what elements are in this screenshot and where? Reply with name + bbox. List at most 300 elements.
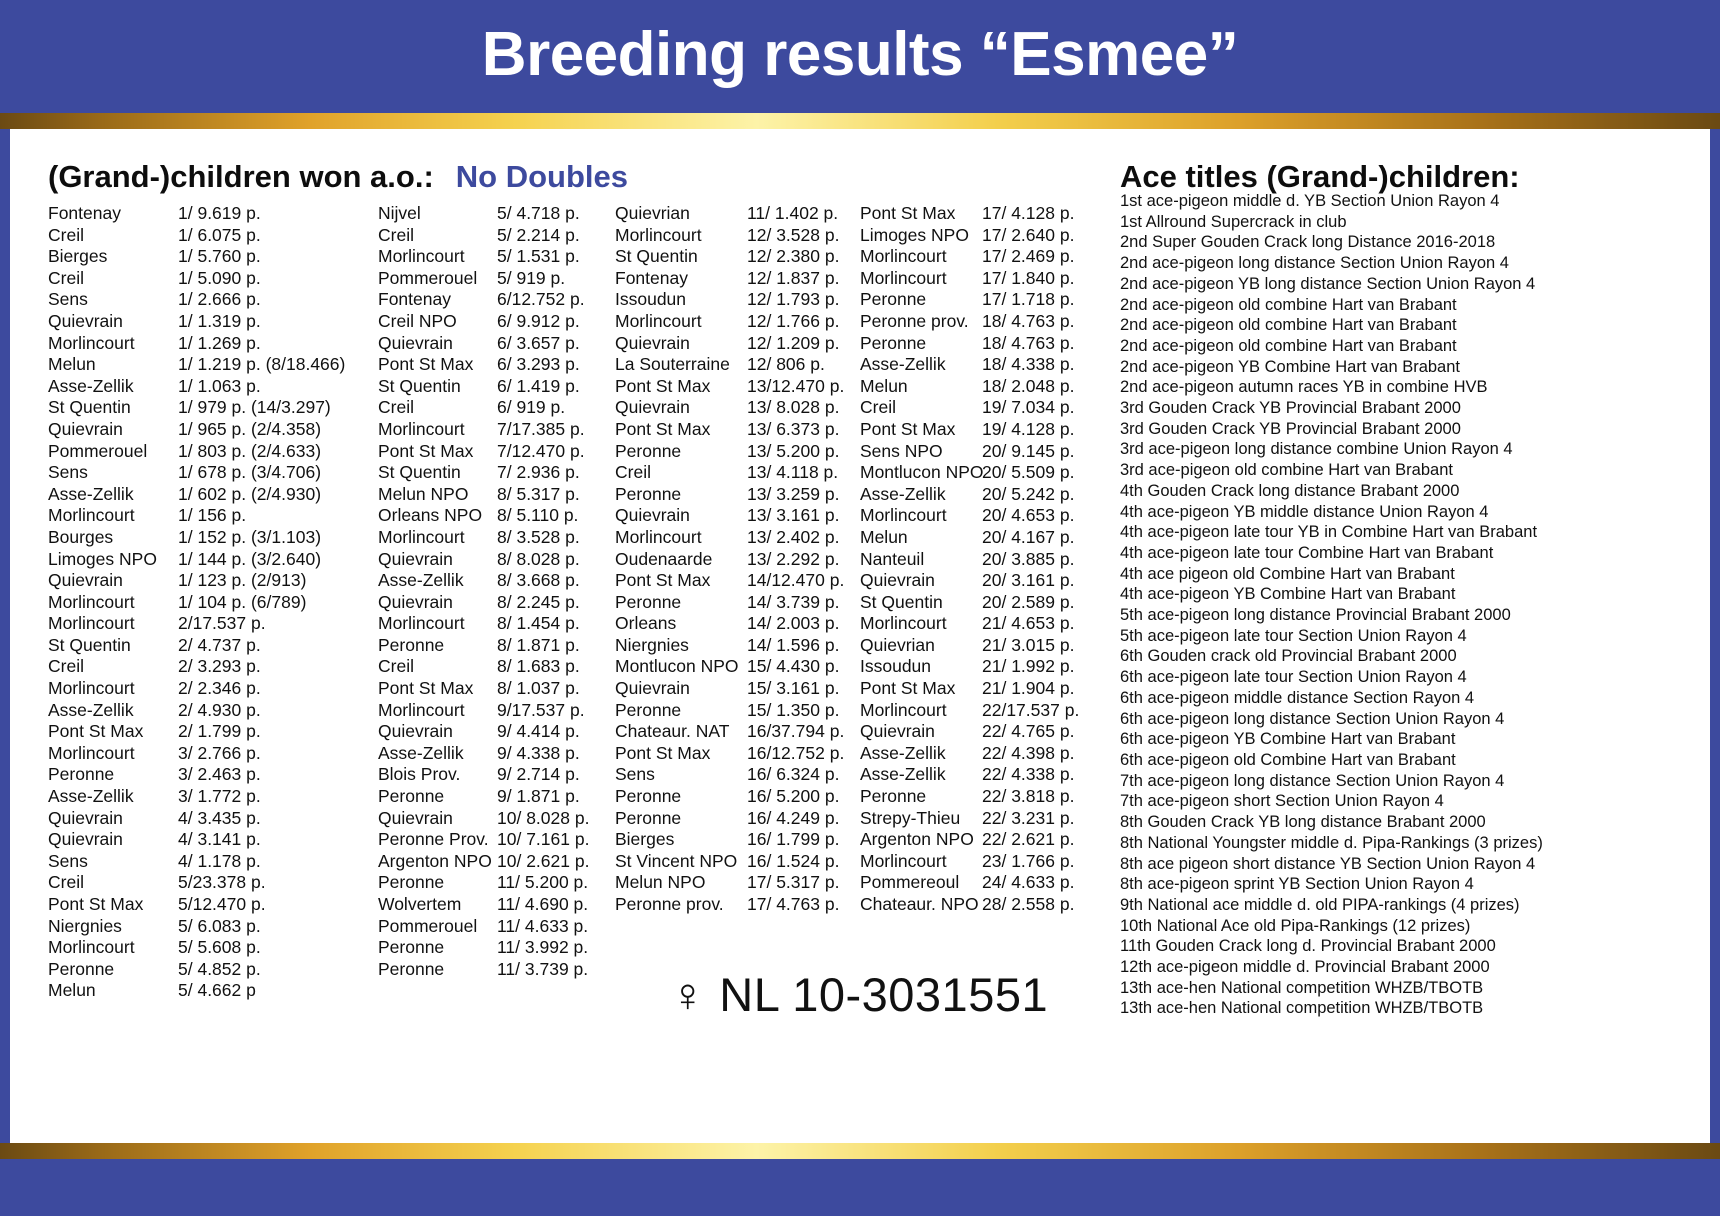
ace-title-item: 6th ace-pigeon middle distance Section Rayon 4	[1120, 688, 1475, 707]
result-race-name: Niergnies	[615, 634, 689, 655]
result-race-name: Peronne prov.	[860, 310, 969, 331]
result-race-name: Peronne	[615, 440, 682, 461]
result-row	[615, 333, 860, 355]
result-race-name: Strepy-Thieu	[860, 807, 961, 828]
result-position-value: 9/17.537 p.	[497, 699, 585, 720]
result-row	[378, 635, 615, 657]
result-race-name: Morlincourt	[48, 505, 135, 526]
ace-titles-heading: Ace titles (Grand-)children:	[1120, 159, 1520, 194]
ace-title-item: 6th ace-pigeon long distance Section Union Rayon 4	[1120, 709, 1505, 728]
ace-title-item: 7th ace-pigeon short Section Union Rayon 4	[1120, 792, 1444, 811]
result-row	[378, 721, 615, 743]
result-row	[860, 786, 1100, 808]
result-row	[860, 311, 1100, 333]
result-row	[378, 419, 615, 441]
result-race-name: Issoudun	[860, 656, 932, 677]
result-row	[860, 419, 1100, 441]
result-race-name: Morlincourt	[860, 267, 947, 288]
result-row	[860, 700, 1100, 722]
result-row	[615, 678, 860, 700]
result-race-name: Pont St Max	[860, 203, 956, 223]
result-row	[860, 527, 1100, 549]
ace-title-item: 6th ace-pigeon late tour Section Union Rayon 4	[1120, 668, 1467, 687]
result-row	[860, 656, 1100, 678]
result-position-value: 12/ 1.793 p.	[747, 289, 840, 310]
result-position-value: 1/ 979 p. (14/3.297)	[178, 397, 331, 418]
ace-title-item: 2nd ace-pigeon old combine Hart van Brabant	[1120, 336, 1457, 355]
result-row	[615, 721, 860, 743]
result-row	[615, 872, 860, 894]
result-position-value: 16/ 4.249 p.	[747, 807, 840, 828]
result-row	[378, 937, 615, 959]
result-position-value: 6/ 3.657 p.	[497, 332, 580, 353]
result-row	[615, 354, 860, 376]
result-race-name: Fontenay	[615, 267, 688, 288]
result-race-name: Melun NPO	[378, 483, 469, 504]
ace-title-item: 4th Gouden Crack long distance Brabant 2000	[1120, 481, 1460, 500]
result-position-value: 17/ 1.840 p.	[982, 267, 1075, 288]
result-position-value: 9/ 4.338 p.	[497, 742, 580, 763]
result-race-name: Peronne	[378, 634, 445, 655]
result-row	[48, 527, 378, 549]
ace-title-item: 1st ace-pigeon middle d. YB Section Union Rayon 4	[1120, 192, 1500, 210]
result-row	[860, 333, 1100, 355]
border-left	[0, 129, 10, 1143]
result-race-name: Quievrian	[860, 634, 935, 655]
results-column-1	[48, 203, 378, 1002]
result-position-value: 22/ 3.231 p.	[982, 807, 1075, 828]
result-row	[378, 246, 615, 268]
result-position-value: 22/ 4.765 p.	[982, 721, 1075, 742]
result-position-value: 17/ 1.718 p.	[982, 289, 1075, 310]
result-row	[378, 462, 615, 484]
result-race-name: Quievrain	[860, 570, 935, 591]
result-row	[378, 268, 615, 290]
result-row	[48, 937, 378, 959]
result-race-name: Creil NPO	[378, 310, 457, 331]
result-row	[615, 700, 860, 722]
result-position-value: 10/ 7.161 p.	[497, 829, 590, 850]
result-race-name: Fontenay	[48, 203, 121, 223]
ace-title-item: 1st Allround Supercrack in club	[1120, 212, 1347, 231]
ace-title-item: 5th ace-pigeon late tour Section Union Rayon 4	[1120, 626, 1467, 645]
result-position-value: 14/ 2.003 p.	[747, 613, 840, 634]
result-position-value: 2/17.537 p.	[178, 613, 266, 634]
result-position-value: 5/ 4.718 p.	[497, 203, 580, 223]
ring-number: ♀ NL 10-3031551	[670, 968, 1049, 1021]
result-position-value: 12/ 3.528 p.	[747, 224, 840, 245]
result-race-name: Creil	[860, 397, 896, 418]
result-row	[615, 311, 860, 333]
result-position-value: 8/ 1.871 p.	[497, 634, 580, 655]
result-position-value: 18/ 2.048 p.	[982, 375, 1075, 396]
result-row	[615, 786, 860, 808]
ace-title-item: 2nd Super Gouden Crack long Distance 2016-2018	[1120, 233, 1496, 252]
result-race-name: Peronne	[860, 786, 927, 807]
result-race-name: Orleans	[615, 613, 677, 634]
result-position-value: 16/12.752 p.	[747, 742, 845, 763]
result-row	[860, 289, 1100, 311]
result-race-name: Wolvertem	[378, 894, 462, 914]
gold-divider-bottom	[0, 1143, 1720, 1159]
result-position-value: 2/ 4.737 p.	[178, 634, 261, 655]
result-race-name: Creil	[48, 224, 84, 245]
result-row	[615, 635, 860, 657]
result-position-value: 12/ 1.837 p.	[747, 267, 840, 288]
result-row	[48, 268, 378, 290]
result-row	[860, 851, 1100, 873]
result-position-value: 8/ 5.110 p.	[497, 505, 579, 526]
result-race-name: Asse-Zellik	[860, 764, 946, 785]
result-position-value: 3/ 1.772 p.	[178, 786, 261, 807]
result-position-value: 18/ 4.763 p.	[982, 310, 1075, 331]
result-race-name: St Quentin	[615, 246, 698, 267]
result-position-value: 20/ 5.509 p.	[982, 462, 1075, 483]
result-race-name: Morlincourt	[860, 505, 947, 526]
result-position-value: 20/ 4.167 p.	[982, 526, 1075, 547]
result-row	[615, 462, 860, 484]
result-position-value: 17/ 2.640 p.	[982, 224, 1075, 245]
result-race-name: Creil	[48, 872, 84, 893]
result-row	[860, 743, 1100, 765]
result-position-value: 8/ 1.683 p.	[497, 656, 580, 677]
result-position-value: 1/ 1.063 p.	[178, 375, 261, 396]
ace-title-item: 4th ace-pigeon late tour YB in Combine Hart van Brabant	[1120, 523, 1538, 542]
ace-title-item: 3rd ace-pigeon old combine Hart van Brabant	[1120, 461, 1453, 480]
result-position-value: 3/ 2.463 p.	[178, 764, 261, 785]
result-position-value: 15/ 4.430 p.	[747, 656, 840, 677]
ace-title-item: 8th Gouden Crack YB long distance Brabant 2000	[1120, 813, 1486, 832]
result-position-value: 20/ 3.161 p.	[982, 570, 1075, 591]
result-row	[615, 808, 860, 830]
result-row	[615, 527, 860, 549]
result-row	[615, 484, 860, 506]
ace-title-item: 4th ace-pigeon YB middle distance Union Rayon 4	[1120, 502, 1489, 521]
result-position-value: 13/ 4.118 p.	[747, 462, 839, 483]
result-row	[615, 441, 860, 463]
result-position-value: 14/ 3.739 p.	[747, 591, 840, 612]
result-row	[615, 225, 860, 247]
content-area	[10, 129, 1710, 1143]
result-row	[860, 505, 1100, 527]
result-race-name: Quievrain	[615, 332, 690, 353]
result-position-value: 11/ 5.200 p.	[497, 872, 589, 893]
result-position-value: 7/ 2.936 p.	[497, 462, 580, 483]
result-race-name: St Quentin	[48, 634, 131, 655]
results-column-4	[860, 203, 1100, 1002]
result-race-name: Nanteuil	[860, 548, 925, 569]
result-race-name: Peronne	[615, 699, 682, 720]
result-position-value: 19/ 4.128 p.	[982, 418, 1075, 439]
result-position-value: 1/ 152 p. (3/1.103)	[178, 526, 322, 547]
result-row	[48, 549, 378, 571]
result-race-name: Quievrain	[48, 570, 123, 591]
header-banner	[0, 0, 1720, 113]
result-position-value: 7/12.470 p.	[497, 440, 585, 461]
result-race-name: Quievrain	[378, 721, 453, 742]
result-position-value: 8/ 3.668 p.	[497, 570, 580, 591]
result-position-value: 1/ 2.666 p.	[178, 289, 261, 310]
result-race-name: Peronne	[615, 591, 682, 612]
result-position-value: 10/ 8.028 p.	[497, 807, 590, 828]
result-row	[378, 700, 615, 722]
result-race-name: Quievrain	[378, 807, 453, 828]
result-race-name: Peronne	[378, 786, 445, 807]
result-row	[48, 505, 378, 527]
result-row	[48, 700, 378, 722]
result-row	[48, 808, 378, 830]
result-race-name: Melun	[48, 980, 96, 1001]
result-row	[615, 268, 860, 290]
result-race-name: St Vincent NPO	[615, 850, 738, 871]
result-race-name: Creil	[48, 656, 84, 677]
ace-title-item: 4th ace-pigeon late tour Combine Hart van Brabant	[1120, 543, 1494, 562]
result-position-value: 20/ 4.653 p.	[982, 505, 1075, 526]
result-position-value: 8/ 8.028 p.	[497, 548, 580, 569]
result-row	[615, 743, 860, 765]
result-position-value: 16/ 5.200 p.	[747, 786, 840, 807]
result-row	[48, 980, 378, 1002]
result-row	[48, 786, 378, 808]
ace-title-item: 6th Gouden crack old Provincial Brabant 2000	[1120, 647, 1457, 666]
result-row	[860, 829, 1100, 851]
result-race-name: Asse-Zellik	[48, 699, 134, 720]
result-position-value: 24/ 4.633 p.	[982, 872, 1075, 893]
result-row	[378, 743, 615, 765]
result-race-name: Niergnies	[48, 915, 122, 936]
no-doubles-label: No Doubles	[455, 159, 629, 194]
ace-title-item: 13th ace-hen National competition WHZB/TBOTB	[1120, 999, 1484, 1018]
result-row	[615, 592, 860, 614]
result-position-value: 6/ 3.293 p.	[497, 354, 580, 375]
result-position-value: 18/ 4.763 p.	[982, 332, 1075, 353]
result-row	[615, 829, 860, 851]
result-position-value: 11/ 4.633 p.	[497, 915, 589, 936]
result-position-value: 21/ 4.653 p.	[982, 613, 1075, 634]
ace-title-item: 13th ace-hen National competition WHZB/TBOTB	[1120, 978, 1484, 997]
result-race-name: Peronne	[860, 332, 927, 353]
result-race-name: Sens	[48, 462, 88, 483]
ace-title-item: 11th Gouden Crack long d. Provincial Brabant 2000	[1120, 937, 1496, 956]
result-position-value: 1/ 678 p. (3/4.706)	[178, 462, 322, 483]
result-race-name: Creil	[378, 224, 414, 245]
result-row	[48, 419, 378, 441]
result-race-name: St Quentin	[378, 462, 461, 483]
result-position-value: 4/ 3.435 p.	[178, 807, 261, 828]
result-row	[48, 613, 378, 635]
result-position-value: 1/ 9.619 p.	[178, 203, 261, 223]
ace-title-item: 9th National ace middle d. old PIPA-rankings (4 prizes)	[1120, 895, 1520, 914]
result-race-name: Peronne Prov.	[378, 829, 489, 850]
result-position-value: 19/ 7.034 p.	[982, 397, 1075, 418]
result-row	[378, 441, 615, 463]
result-row	[48, 635, 378, 657]
result-position-value: 8/ 2.245 p.	[497, 591, 580, 612]
result-row	[615, 549, 860, 571]
result-position-value: 13/12.470 p.	[747, 375, 845, 396]
result-race-name: Pont St Max	[615, 742, 711, 763]
result-race-name: Sens	[615, 764, 655, 785]
ace-title-item: 3rd Gouden Crack YB Provincial Brabant 2000	[1120, 419, 1461, 438]
result-race-name: Morlincourt	[378, 613, 465, 634]
result-race-name: Pont St Max	[48, 894, 144, 914]
result-row	[48, 894, 378, 916]
result-race-name: Fontenay	[378, 289, 451, 310]
result-position-value: 5/ 5.608 p.	[178, 937, 261, 958]
result-position-value: 20/ 2.589 p.	[982, 591, 1075, 612]
result-row	[378, 959, 615, 981]
result-row	[615, 397, 860, 419]
result-position-value: 13/ 3.161 p.	[747, 505, 840, 526]
result-race-name: Bierges	[615, 829, 675, 850]
result-position-value: 13/ 2.402 p.	[747, 526, 840, 547]
result-race-name: Pommerouel	[378, 267, 478, 288]
result-row	[48, 721, 378, 743]
result-position-value: 6/12.752 p.	[497, 289, 585, 310]
result-race-name: Creil	[378, 397, 414, 418]
result-position-value: 16/ 1.799 p.	[747, 829, 840, 850]
result-row	[48, 311, 378, 333]
result-race-name: Peronne	[378, 872, 445, 893]
result-row	[378, 376, 615, 398]
result-position-value: 13/ 3.259 p.	[747, 483, 840, 504]
result-row	[48, 678, 378, 700]
result-row	[860, 225, 1100, 247]
results-heading	[48, 159, 628, 195]
result-race-name: Bierges	[48, 246, 108, 267]
result-row	[378, 203, 615, 225]
result-race-name: Morlincourt	[615, 310, 702, 331]
result-race-name: Morlincourt	[378, 418, 465, 439]
result-race-name: Quievrian	[615, 203, 690, 223]
result-position-value: 5/12.470 p.	[178, 894, 266, 914]
result-row	[48, 656, 378, 678]
result-position-value: 1/ 1.319 p.	[178, 310, 261, 331]
result-row	[860, 354, 1100, 376]
result-race-name: Montlucon NPO	[615, 656, 739, 677]
result-position-value: 12/ 806 p.	[747, 354, 825, 375]
result-position-value: 12/ 1.209 p.	[747, 332, 840, 353]
result-race-name: Quievrain	[48, 418, 123, 439]
result-race-name: Asse-Zellik	[860, 742, 946, 763]
result-position-value: 12/ 1.766 p.	[747, 310, 840, 331]
result-row	[860, 203, 1100, 225]
ace-title-item: 3rd Gouden Crack YB Provincial Brabant 2000	[1120, 399, 1461, 418]
result-race-name: Quievrain	[48, 310, 123, 331]
ace-title-item: 8th ace-pigeon sprint YB Section Union Rayon 4	[1120, 875, 1474, 894]
ace-title-item: 6th ace-pigeon YB Combine Hart van Brabant	[1120, 730, 1456, 749]
result-row	[378, 289, 615, 311]
result-position-value: 5/ 2.214 p.	[497, 224, 580, 245]
result-row	[860, 268, 1100, 290]
result-race-name: Pont St Max	[860, 418, 956, 439]
ace-titles-list	[1120, 191, 1700, 1019]
result-position-value: 1/ 803 p. (2/4.633)	[178, 440, 322, 461]
result-race-name: Argenton NPO	[378, 850, 492, 871]
result-row	[860, 721, 1100, 743]
result-position-value: 11/ 4.690 p.	[497, 894, 589, 914]
result-position-value: 21/ 3.015 p.	[982, 634, 1075, 655]
result-race-name: Pont St Max	[378, 354, 474, 375]
result-row	[48, 397, 378, 419]
result-row	[48, 743, 378, 765]
result-race-name: Pont St Max	[378, 678, 474, 699]
result-race-name: Quievrain	[615, 505, 690, 526]
result-race-name: Issoudun	[615, 289, 687, 310]
result-row	[48, 872, 378, 894]
result-position-value: 6/ 9.912 p.	[497, 310, 580, 331]
result-position-value: 1/ 156 p.	[178, 505, 247, 526]
result-row	[860, 397, 1100, 419]
result-position-value: 1/ 965 p. (2/4.358)	[178, 418, 322, 439]
result-position-value: 13/ 2.292 p.	[747, 548, 840, 569]
result-row	[860, 872, 1100, 894]
result-position-value: 1/ 602 p. (2/4.930)	[178, 483, 322, 504]
result-row	[48, 225, 378, 247]
footer-banner	[0, 1159, 1720, 1216]
result-race-name: Peronne	[378, 937, 445, 958]
result-row	[378, 894, 615, 916]
result-position-value: 21/ 1.992 p.	[982, 656, 1075, 677]
ace-title-item: 4th ace pigeon old Combine Hart van Brabant	[1120, 564, 1455, 583]
result-row	[860, 592, 1100, 614]
ace-title-item: 12th ace-pigeon middle d. Provincial Brabant 2000	[1120, 958, 1490, 977]
result-position-value: 11/ 3.739 p.	[497, 958, 589, 979]
result-race-name: St Quentin	[48, 397, 131, 418]
result-race-name: Peronne	[48, 764, 115, 785]
result-race-name: Peronne	[615, 786, 682, 807]
page-title: Breeding results “Esmee”	[481, 19, 1239, 89]
result-race-name: Pont St Max	[860, 678, 956, 699]
result-race-name: Blois Prov.	[378, 764, 461, 785]
result-race-name: Morlincourt	[860, 246, 947, 267]
result-row	[48, 333, 378, 355]
gold-divider-top	[0, 113, 1720, 129]
result-position-value: 9/ 1.871 p.	[497, 786, 580, 807]
result-row	[378, 764, 615, 786]
result-row	[615, 203, 860, 225]
border-right	[1710, 129, 1720, 1143]
result-row	[378, 333, 615, 355]
result-race-name: Melun NPO	[615, 872, 706, 893]
result-position-value: 9/ 2.714 p.	[497, 764, 580, 785]
result-row	[48, 203, 378, 225]
result-position-value: 20/ 5.242 p.	[982, 483, 1075, 504]
result-position-value: 6/ 919 p.	[497, 397, 566, 418]
result-row	[860, 570, 1100, 592]
result-row	[378, 549, 615, 571]
result-race-name: Asse-Zellik	[378, 570, 464, 591]
result-row	[48, 289, 378, 311]
result-race-name: Sens	[48, 289, 88, 310]
result-race-name: Creil	[378, 656, 414, 677]
result-position-value: 2/ 1.799 p.	[178, 721, 261, 742]
ace-title-item: 2nd ace-pigeon old combine Hart van Brabant	[1120, 316, 1457, 335]
result-row	[860, 462, 1100, 484]
result-row	[615, 894, 860, 916]
result-row	[615, 613, 860, 635]
ace-title-item: 8th National Youngster middle d. Pipa-Rankings (3 prizes)	[1120, 833, 1543, 852]
result-race-name: Peronne	[860, 289, 927, 310]
result-row	[860, 678, 1100, 700]
result-race-name: Argenton NPO	[860, 829, 974, 850]
result-race-name: Pommereoul	[860, 872, 960, 893]
result-row	[860, 613, 1100, 635]
result-row	[378, 916, 615, 938]
result-position-value: 22/ 4.398 p.	[982, 742, 1075, 763]
result-row	[48, 916, 378, 938]
result-row	[860, 808, 1100, 830]
